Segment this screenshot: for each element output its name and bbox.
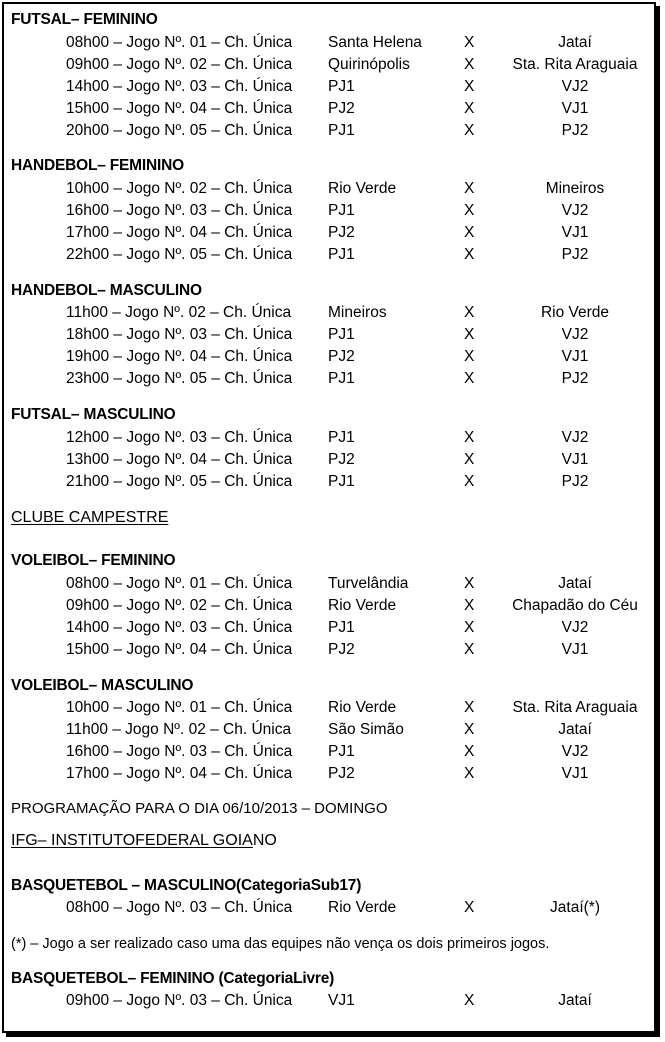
away-team: PJ2 [561, 122, 589, 139]
away-team: Rio Verde [540, 304, 610, 321]
home-team: Rio Verde [328, 699, 397, 716]
away-team: Jataí [558, 34, 592, 51]
away-team: PJ2 [561, 473, 589, 490]
game-row [0, 898, 665, 920]
home-team: PJ1 [328, 122, 355, 139]
footnote: (*) – Jogo a ser realizado caso uma das equipes não vença os dois primeiros jogos. [11, 936, 550, 952]
away-team: Chapadão do Céu [512, 597, 638, 614]
game-time: 11h00 – Jogo Nº. 02 – Ch. Única [66, 721, 292, 738]
game-time: 19h00 – Jogo Nº. 04 – Ch. Única [66, 348, 293, 365]
programacao-date-line: PROGRAMAÇÃO PARA O DIA 06/10/2013 – DOMINGO [11, 800, 388, 817]
game-time: 10h00 – Jogo Nº. 01 – Ch. Única [66, 699, 293, 716]
game-row [0, 450, 665, 472]
game-row [0, 201, 665, 223]
game-time: 17h00 – Jogo Nº. 04 – Ch. Única [66, 765, 293, 782]
away-team: VJ1 [561, 765, 589, 782]
game-time: 23h00 – Jogo Nº. 05 – Ch. Única [66, 370, 293, 387]
venue-name: CLUBE CAMPESTRE [11, 509, 169, 526]
game-time: 08h00 – Jogo Nº. 01 – Ch. Única [66, 34, 293, 51]
away-team: Jataí(*) [550, 899, 600, 916]
versus-mark: X [464, 180, 475, 197]
home-team: VJ1 [328, 992, 355, 1009]
away-team: Sta. Rita Araguaia [512, 699, 638, 716]
game-time: 22h00 – Jogo Nº. 05 – Ch. Única [66, 246, 293, 263]
versus-mark: X [464, 597, 475, 614]
game-row [0, 698, 665, 720]
game-time: 21h00 – Jogo Nº. 05 – Ch. Única [66, 473, 293, 490]
home-team: PJ1 [328, 370, 355, 387]
away-team: VJ1 [561, 100, 589, 117]
home-team: PJ2 [328, 224, 355, 241]
versus-mark: X [464, 451, 475, 468]
game-row [0, 574, 665, 596]
away-team: VJ2 [561, 743, 589, 760]
game-time: 18h00 – Jogo Nº. 03 – Ch. Única [66, 326, 293, 343]
away-team: VJ2 [561, 202, 589, 219]
home-team: PJ2 [328, 348, 355, 365]
game-time: 09h00 – Jogo Nº. 02 – Ch. Única [66, 56, 293, 73]
venue-title-clube-campestre [11, 509, 168, 527]
away-team: Sta. Rita Araguaia [512, 56, 638, 73]
away-team: VJ2 [561, 619, 589, 636]
versus-mark: X [464, 619, 475, 636]
game-time: 20h00 – Jogo Nº. 05 – Ch. Única [66, 122, 293, 139]
away-team: VJ1 [561, 348, 589, 365]
home-team: PJ1 [328, 78, 355, 95]
game-row [0, 325, 665, 347]
home-team: PJ1 [328, 473, 355, 490]
home-team: Mineiros [328, 304, 387, 321]
versus-mark: X [464, 899, 475, 916]
game-row [0, 33, 665, 55]
game-row [0, 179, 665, 201]
game-time: 08h00 – Jogo Nº. 01 – Ch. Única [66, 575, 293, 592]
home-team: PJ2 [328, 100, 355, 117]
section-title-voleibol-masculino: VOLEIBOL– MASCULINO [11, 677, 194, 694]
game-row [0, 618, 665, 640]
away-team: VJ2 [561, 78, 589, 95]
versus-mark: X [464, 473, 475, 490]
versus-mark: X [464, 34, 475, 51]
home-team: PJ1 [328, 743, 355, 760]
game-row [0, 742, 665, 764]
versus-mark: X [464, 202, 475, 219]
game-row [0, 99, 665, 121]
versus-mark: X [464, 992, 475, 1009]
versus-mark: X [464, 304, 475, 321]
venue-name-rest: NO [252, 832, 277, 849]
game-time: 17h00 – Jogo Nº. 04 – Ch. Única [66, 224, 293, 241]
home-team: PJ1 [328, 246, 355, 263]
game-time: 15h00 – Jogo Nº. 04 – Ch. Única [66, 641, 293, 658]
game-time: 16h00 – Jogo Nº. 03 – Ch. Única [66, 743, 293, 760]
versus-mark: X [464, 641, 475, 658]
game-row [0, 640, 665, 662]
versus-mark: X [464, 122, 475, 139]
section-title-basquetebol-masculino: BASQUETEBOL – MASCULINO(CategoriaSub17) [11, 877, 362, 894]
game-row [0, 369, 665, 391]
game-time: 15h00 – Jogo Nº. 04 – Ch. Única [66, 100, 293, 117]
section-title-basquetebol-feminino: BASQUETEBOL– FEMININO (CategoriaLivre) [11, 970, 335, 987]
game-time: 08h00 – Jogo Nº. 03 – Ch. Única [66, 899, 293, 916]
game-row [0, 991, 665, 1013]
versus-mark: X [464, 370, 475, 387]
game-time: 14h00 – Jogo Nº. 03 – Ch. Única [66, 619, 293, 636]
versus-mark: X [464, 699, 475, 716]
home-team: Rio Verde [328, 180, 397, 197]
home-team: PJ2 [328, 641, 355, 658]
home-team: Santa Helena [328, 34, 422, 51]
game-row [0, 347, 665, 369]
game-row [0, 77, 665, 99]
away-team: VJ1 [561, 224, 589, 241]
home-team: PJ1 [328, 619, 355, 636]
game-time: 09h00 – Jogo Nº. 03 – Ch. Única [66, 992, 293, 1009]
home-team: PJ1 [328, 326, 355, 343]
versus-mark: X [464, 743, 475, 760]
away-team: VJ2 [561, 429, 589, 446]
away-team: VJ1 [561, 451, 589, 468]
section-title-voleibol-feminino: VOLEIBOL– FEMININO [11, 552, 176, 569]
versus-mark: X [464, 100, 475, 117]
versus-mark: X [464, 765, 475, 782]
versus-mark: X [464, 224, 475, 241]
away-team: PJ2 [561, 246, 589, 263]
versus-mark: X [464, 246, 475, 263]
game-time: 13h00 – Jogo Nº. 04 – Ch. Única [66, 451, 293, 468]
home-team: Rio Verde [328, 899, 397, 916]
away-team: Mineiros [545, 180, 605, 197]
section-title-handebol-masculino: HANDEBOL– MASCULINO [11, 282, 202, 299]
versus-mark: X [464, 721, 475, 738]
game-row [0, 121, 665, 143]
home-team: PJ1 [328, 202, 355, 219]
away-team: Jataí [558, 575, 592, 592]
away-team: Jataí [558, 721, 592, 738]
section-title-handebol-feminino: HANDEBOL– FEMININO [11, 157, 184, 174]
home-team: PJ1 [328, 429, 355, 446]
home-team: PJ2 [328, 451, 355, 468]
home-team: Quirinópolis [328, 56, 410, 73]
home-team: PJ2 [328, 765, 355, 782]
game-row [0, 596, 665, 618]
versus-mark: X [464, 348, 475, 365]
versus-mark: X [464, 326, 475, 343]
away-team: PJ2 [561, 370, 589, 387]
away-team: VJ1 [561, 641, 589, 658]
section-title-futsal-masculino: FUTSAL– MASCULINO [11, 406, 176, 423]
game-time: 12h00 – Jogo Nº. 03 – Ch. Única [66, 429, 293, 446]
away-team: VJ2 [561, 326, 589, 343]
away-team: Jataí [558, 992, 592, 1009]
versus-mark: X [464, 78, 475, 95]
home-team: Turvelândia [328, 575, 409, 592]
game-row [0, 223, 665, 245]
versus-mark: X [464, 56, 475, 73]
venue-title-ifg [11, 832, 277, 850]
versus-mark: X [464, 575, 475, 592]
game-row [0, 428, 665, 450]
versus-mark: X [464, 429, 475, 446]
game-time: 10h00 – Jogo Nº. 02 – Ch. Única [66, 180, 293, 197]
game-row [0, 55, 665, 77]
game-row [0, 720, 665, 742]
section-title-futsal-feminino: FUTSAL– FEMININO [11, 11, 158, 28]
game-row [0, 472, 665, 494]
game-row [0, 245, 665, 267]
home-team: São Simão [328, 721, 404, 738]
game-row [0, 764, 665, 786]
game-time: 14h00 – Jogo Nº. 03 – Ch. Única [66, 78, 293, 95]
game-time: 16h00 – Jogo Nº. 03 – Ch. Única [66, 202, 293, 219]
game-time: 09h00 – Jogo Nº. 02 – Ch. Única [66, 597, 293, 614]
venue-name-underlined: IFG– INSTITUTOFEDERAL GOIA [11, 832, 253, 849]
home-team: Rio Verde [328, 597, 397, 614]
game-row [0, 303, 665, 325]
game-time: 11h00 – Jogo Nº. 02 – Ch. Única [66, 304, 292, 321]
